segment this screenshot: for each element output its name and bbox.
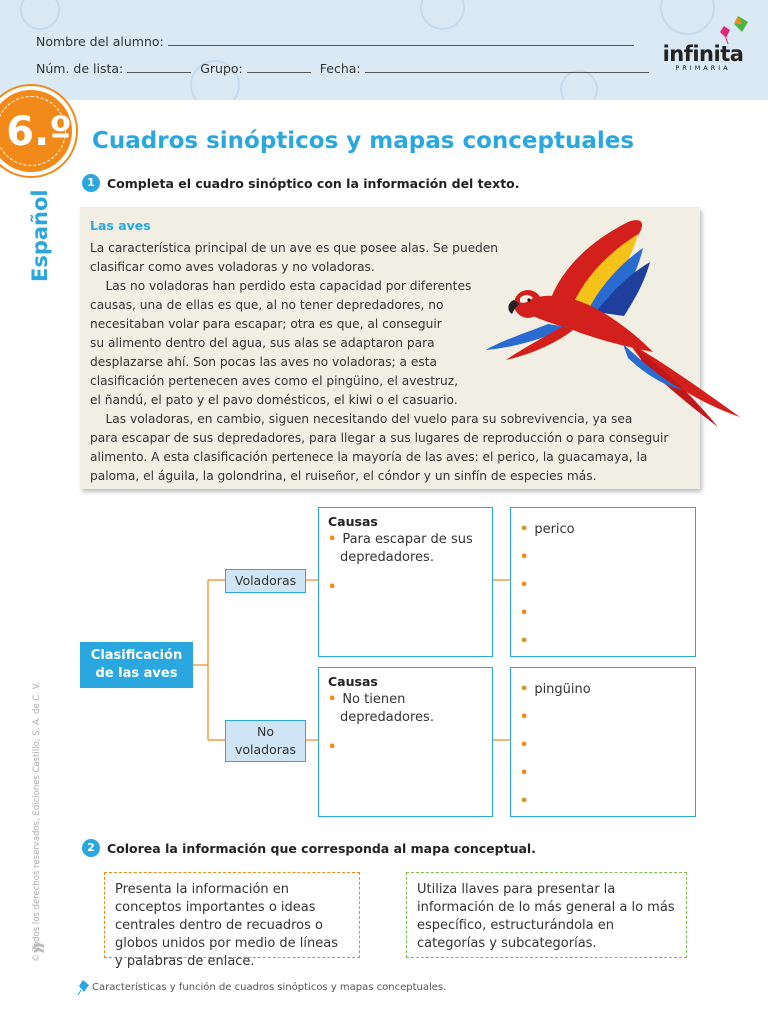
flightless-cause-item [328,692,405,707]
reading-line: clasificación pertenecen aves como el pingüino, el avestruz, [90,374,459,388]
flying-cause-text-1: Para escapar de sus [342,532,473,547]
reading-line: para escapar de sus depredadores, para llegar a sus lugares de reproducción o para conseguir [90,431,669,445]
flightless-example-item[interactable] [520,710,534,725]
reading-line: desplazarse ahí. Son pocas las aves no voladoras; a esta [90,355,437,369]
activity-2-number: 2 [82,839,100,857]
group-label: Grupo: [200,61,243,76]
reading-line: Las no voladoras han perdido esta capacidad por diferentes [90,279,472,293]
flightless-example-text: pingüino [534,682,591,697]
diagram-root-node [80,642,193,688]
flightless-causes-title: Causas [328,674,378,689]
flightless-cause-text-1: No tienen [342,692,406,707]
list-number-label: Núm. de lista: [36,61,124,76]
flying-example-item[interactable] [520,522,575,537]
reading-line: Las voladoras, en cambio, siguen necesitando del vuelo para su sobrevivencia, ya sea [90,412,633,426]
logo-word: infinita [662,42,744,66]
bullet: • [328,580,337,595]
date-label: Fecha: [319,61,361,76]
reading-line: alimento. A esta clasificación pertenece la mayoría de las aves: el perico, la guacamaya, la [90,450,648,464]
flightless-example-item[interactable] [520,766,534,781]
branch-flying-node [225,569,306,593]
flightless-cause-continuation: depredadores. [340,710,434,725]
footer-note: Características y función de cuadros sinópticos y mapas conceptuales. [92,982,447,993]
branch-flying-label: Voladoras [234,573,297,588]
diagram-root-label: Clasificación de las aves [90,648,183,681]
bullet: • [520,738,529,753]
flying-causes-box[interactable] [318,507,493,657]
flightless-example-item[interactable] [520,682,591,697]
bullet: • [328,692,337,707]
flying-example-item[interactable] [520,634,534,649]
student-name-label: Nombre del alumno: [36,34,164,49]
option-a-text: Presenta la información en conceptos importantes o ideas centrales dentro de recuadros o globos unidos por medio de líneas y palabras de enlace. [115,882,339,969]
branch-flightless-node [225,720,306,762]
kite-bullet-icon [76,980,89,995]
reading-line: paloma, el águila, la golondrina, el ruiseñor, el cóndor y un sinfín de especies más. [90,469,597,483]
bullet: • [520,606,529,621]
option-a-box[interactable] [104,872,360,969]
reading-line: La característica principal de un ave es que posee alas. Se pueden [90,241,499,255]
page-title: Cuadros sinópticos y mapas conceptuales [92,128,635,154]
flying-cause-blank-item[interactable] [328,580,342,595]
bullet: • [328,532,337,547]
reading-line: necesitaban volar para escapar; otra es que, al conseguir [90,317,442,331]
flightless-example-item[interactable] [520,738,534,753]
option-b-text: Utiliza llaves para presentar la información de lo más general a lo más específico, estructurándola en categorías y subcategorías. [417,882,675,951]
branch-flightless-label-line2: voladoras [234,742,297,757]
reading-line: el ñandú, el pato y el pavo domésticos, el kiwi o el casuario. [90,393,458,407]
activity-1-number: 1 [82,174,100,192]
flying-example-item[interactable] [520,606,534,621]
bullet: • [520,766,529,781]
flying-examples-box[interactable] [510,507,696,657]
flying-cause-item [328,532,473,547]
flightless-causes-box[interactable] [318,667,493,817]
reading-line: clasificar como aves voladoras y no voladoras. [90,260,375,274]
flightless-example-item[interactable] [520,794,534,809]
flying-example-item[interactable] [520,578,534,593]
flightless-cause-blank-item[interactable] [328,740,342,755]
reading-line: su alimento dentro del agua, sus alas se adaptaron para [90,336,435,350]
bullet: • [520,710,529,725]
flying-example-text: perico [534,522,575,537]
flightless-examples-box[interactable] [510,667,696,817]
reading-title: Las aves [90,218,151,233]
bullet: • [520,682,529,697]
copyright-text: © Todos los derechos reservados, Ediciones Castillo, S. A. de C. V. [32,681,42,962]
bullet: • [520,578,529,593]
bullet: • [520,794,529,809]
grade-label: 6.º [6,109,72,155]
flying-cause-continuation: depredadores. [340,550,434,565]
subject-label: Español [28,189,52,282]
logo-subtitle: PRIMARIA [675,64,731,72]
reading-line: causas, una de ellas es que, al no tener depredadores, no [90,298,444,312]
bullet: • [520,634,529,649]
activity-2-instruction: Colorea la información que corresponda al mapa conceptual. [107,841,536,856]
bullet: • [520,522,529,537]
option-b-box[interactable] [406,872,687,958]
flying-example-item[interactable] [520,550,534,565]
bullet: • [520,550,529,565]
flying-causes-title: Causas [328,514,378,529]
activity-1-instruction: Completa el cuadro sinóptico con la información del texto. [107,176,520,191]
bullet: • [328,740,337,755]
branch-flightless-label-line1: No [257,724,274,739]
